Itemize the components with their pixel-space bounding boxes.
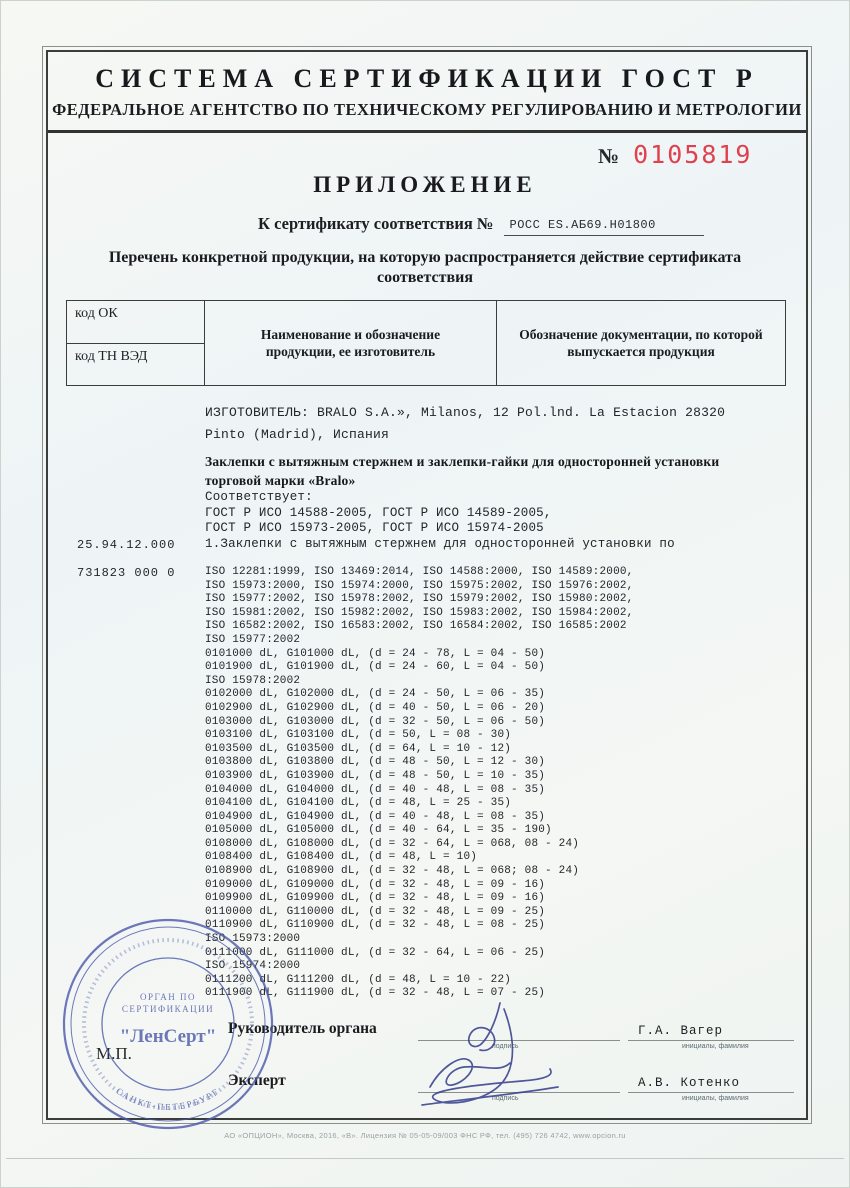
product-line — [205, 593, 790, 607]
product-line-text: 0108000 dL, G108000 dL, (d = 32 - 64, L = 068, 08 - 24) — [205, 837, 580, 850]
name-line — [628, 1092, 794, 1093]
product-line — [205, 906, 790, 920]
product-line — [205, 702, 790, 716]
product-line — [205, 743, 790, 757]
product-line — [205, 607, 790, 621]
docs-column — [497, 301, 785, 385]
product-line — [205, 620, 790, 634]
head-of-body-label: Руководитель органа — [228, 1020, 377, 1037]
product-line — [205, 634, 790, 648]
product-line-text: ISO 15977:2002 — [205, 633, 301, 646]
product-line-text: 0101000 dL, G101000 dL, (d = 24 - 78, L = 04 - 50) — [205, 647, 546, 660]
signature-stroke — [433, 1009, 551, 1103]
product-line — [205, 729, 790, 743]
product-line-text: 0109000 dL, G109000 dL, (d = 32 - 48, L = 09 - 16) — [205, 878, 546, 891]
product-line-text: 0104000 dL, G104000 dL, (d = 40 - 48, L = 08 - 35) — [205, 783, 546, 796]
product-line-text: 0111900 dL, G111900 dL, (d = 32 - 48, L = 07 - 25) — [205, 987, 546, 1000]
product-line-text: 0109900 dL, G109900 dL, (d = 32 - 48, L = 09 - 16) — [205, 892, 546, 905]
product-line-text: 0111200 dL, G111200 dL, (d = 48, L = 10 - 22) — [205, 973, 512, 986]
product-line — [205, 838, 790, 852]
product-line-text: Заклепки с вытяжным стержнем и заклепки-гайки для односторонней установки — [205, 454, 720, 469]
product-line — [205, 797, 790, 811]
stamp-place-label: М.П. — [96, 1044, 132, 1063]
product-line-text: ГОСТ Р ИСО 14588-2005, ГОСТ Р ИСО 14589-2005, — [205, 505, 552, 520]
docs-column-header: Обозначение документации, по которой выпускается продукция — [519, 327, 763, 359]
print-footer: АО «ОПЦИОН», Москва, 2016, «В». Лицензия № 05-05-09/003 ФНС РФ, тел. (495) 726 4742, www.opcion.ru — [224, 1131, 626, 1140]
product-line — [205, 974, 790, 988]
product-line-text: 0102900 dL, G102900 dL, (d = 40 - 50, L = 06 - 20) — [205, 701, 546, 714]
expert-label: Эксперт — [228, 1072, 286, 1089]
product-line-text: ISO 15978:2002 — [205, 674, 301, 687]
product-line-text: 0104100 dL, G104100 dL, (d = 48, L = 25 - 35) — [205, 797, 512, 810]
product-line-text: 0103100 dL, G103100 dL, (d = 50, L = 08 - 30) — [205, 729, 512, 742]
product-line-text: ISO 15973:2000 — [205, 933, 301, 946]
product-line — [205, 716, 790, 730]
certificate-reference-label: К сертификату соответствия № — [258, 214, 494, 233]
signature-caption: подпись — [492, 1095, 519, 1102]
product-line — [205, 521, 790, 537]
product-line-text: 0103000 dL, G103000 dL, (d = 32 - 50, L = 06 - 50) — [205, 715, 546, 728]
product-line-text: ISO 15973:2000, ISO 15974:2000, ISO 15975:2002, ISO 15976:2002, — [205, 579, 634, 592]
codes-column — [67, 301, 205, 385]
product-line-text: ISO 15977:2002, ISO 15978:2002, ISO 15979:2002, ISO 15980:2002, — [205, 593, 634, 606]
scanned-page-edge — [6, 1158, 844, 1159]
product-line-text: торговой марки «Bralo» — [205, 473, 356, 488]
handwritten-signatures — [400, 995, 590, 1120]
certificate-number: РОСС ES.АБ69.Н01800 — [504, 218, 704, 236]
product-line — [205, 947, 790, 961]
document-header — [48, 52, 806, 133]
product-line-text: 0103800 dL, G103800 dL, (d = 48 - 50, L = 12 - 30) — [205, 756, 546, 769]
agency-title: ФЕДЕРАЛЬНОЕ АГЕНТСТВО ПО ТЕХНИЧЕСКОМУ РЕГУЛИРОВАНИЮ И МЕТРОЛОГИИ — [52, 100, 802, 119]
product-line — [205, 784, 790, 798]
name-caption: инициалы, фамилия — [682, 1043, 749, 1050]
product-line — [205, 661, 790, 675]
product-line-text: 0108900 dL, G108900 dL, (d = 32 - 48, L = 068; 08 - 24) — [205, 865, 580, 878]
products-table-header — [66, 300, 786, 386]
product-line-text: 0101900 dL, G101900 dL, (d = 24 - 60, L = 04 - 50) — [205, 661, 546, 674]
product-line-text: 0104900 dL, G104900 dL, (d = 40 - 48, L = 08 - 35) — [205, 810, 546, 823]
head-of-body-name: Г.А. Вагер — [638, 1024, 724, 1038]
product-line — [77, 566, 790, 580]
signature-stroke — [469, 1003, 500, 1050]
product-line — [205, 471, 790, 490]
product-line — [205, 919, 790, 933]
product-line — [205, 892, 790, 906]
expert-name: А.В. Котенко — [638, 1076, 741, 1090]
product-line — [205, 879, 790, 893]
product-line — [205, 580, 790, 594]
document-subtitle: Перечень конкретной продукции, на которую распространяется действие сертификата соответствия — [108, 249, 742, 286]
product-line — [205, 933, 790, 947]
product-line — [205, 452, 790, 471]
classification-code: 731823 000 0 — [77, 566, 176, 580]
product-line — [205, 424, 790, 446]
product-line-text: 0103900 dL, G103900 dL, (d = 48 - 50, L = 10 - 35) — [205, 769, 546, 782]
product-line-text: 0105000 dL, G105000 dL, (d = 40 - 64, L = 35 - 190) — [205, 824, 552, 837]
product-line-text: ГОСТ Р ИСО 15973-2005, ГОСТ Р ИСО 15974-2005 — [205, 521, 544, 535]
classification-code: 25.94.12.000 — [77, 537, 176, 552]
page-title: ПРИЛОЖЕНИЕ — [313, 172, 537, 197]
blank-number — [598, 140, 752, 169]
product-line — [205, 960, 790, 974]
product-line-text: ИЗГОТОВИТЕЛЬ: BRALO S.A.», Milanos, 12 Pol.lnd. La Estacion 28320 — [205, 405, 726, 420]
blank-number-value: 0105819 — [633, 140, 753, 169]
product-line — [205, 811, 790, 825]
product-line-text: 0103500 dL, G103500 dL, (d = 64, L = 10 - 12) — [205, 742, 512, 755]
product-line-text: ISO 15981:2002, ISO 15982:2002, ISO 15983:2002, ISO 15984:2002, — [205, 606, 634, 619]
product-line-text: ISO 12281:1999, ISO 13469:2014, ISO 14588:2000, ISO 14589:2000, — [205, 566, 634, 578]
product-column-header: Наименование и обозначение продукции, ее изготовитель — [260, 327, 441, 359]
name-caption: инициалы, фамилия — [682, 1095, 749, 1102]
product-line — [205, 865, 790, 879]
signature-stroke — [422, 1087, 558, 1105]
product-line — [205, 402, 790, 424]
product-line-text: Pinto (Madrid), Испания — [205, 427, 390, 442]
stamp-org-name: "ЛенСерт" — [119, 1026, 217, 1047]
product-line — [205, 490, 790, 506]
certification-stamp — [56, 912, 280, 1136]
product-line — [77, 536, 790, 553]
product-line-text: 0111000 dL, G111000 dL, (d = 32 - 64, L = 06 - 25) — [205, 946, 546, 959]
product-line-text: ISO 16582:2002, ISO 16583:2002, ISO 16584:2002, ISO 16585:2002 — [205, 620, 627, 633]
certificate-reference — [258, 214, 704, 236]
product-line — [205, 675, 790, 689]
product-line — [205, 688, 790, 702]
product-line-text: 0102000 dL, G102000 dL, (d = 24 - 50, L = 06 - 35) — [205, 688, 546, 701]
product-line — [205, 824, 790, 838]
product-line-text: 1.Заклепки с вытяжным стержнем для односторонней установки по — [205, 536, 675, 551]
stamp-org-line1: ОРГАН ПО — [140, 992, 196, 1002]
system-title: СИСТЕМА СЕРТИФИКАЦИИ ГОСТ Р — [95, 64, 759, 93]
product-line-text: ISO 15974:2000 — [205, 960, 301, 973]
product-line — [205, 648, 790, 662]
stamp-org-line2: СЕРТИФИКАЦИИ — [121, 1004, 215, 1014]
signature-caption: подпись — [492, 1043, 519, 1050]
number-sign: № — [598, 144, 620, 168]
code-ok-cell: код ОК — [67, 301, 204, 344]
stamp-ring-texture — [84, 940, 252, 1108]
product-line-text: 0110000 dL, G110000 dL, (d = 32 - 48, L = 09 - 25) — [205, 905, 546, 918]
product-line-text: Соответствует: — [205, 490, 313, 504]
stamp-city: САНКТ-ПЕТЕРБУРГ — [114, 1085, 222, 1113]
product-line — [205, 770, 790, 784]
product-line — [205, 756, 790, 770]
product-line — [205, 851, 790, 865]
product-line-text: 0110900 dL, G110900 dL, (d = 32 - 48, L = 08 - 25) — [205, 919, 546, 932]
product-line-text: 0108400 dL, G108400 dL, (d = 48, L = 10) — [205, 851, 478, 864]
name-line — [628, 1040, 794, 1041]
code-tnved-cell: код ТН ВЭД — [75, 348, 148, 364]
product-column — [205, 301, 497, 385]
product-line — [205, 506, 790, 522]
